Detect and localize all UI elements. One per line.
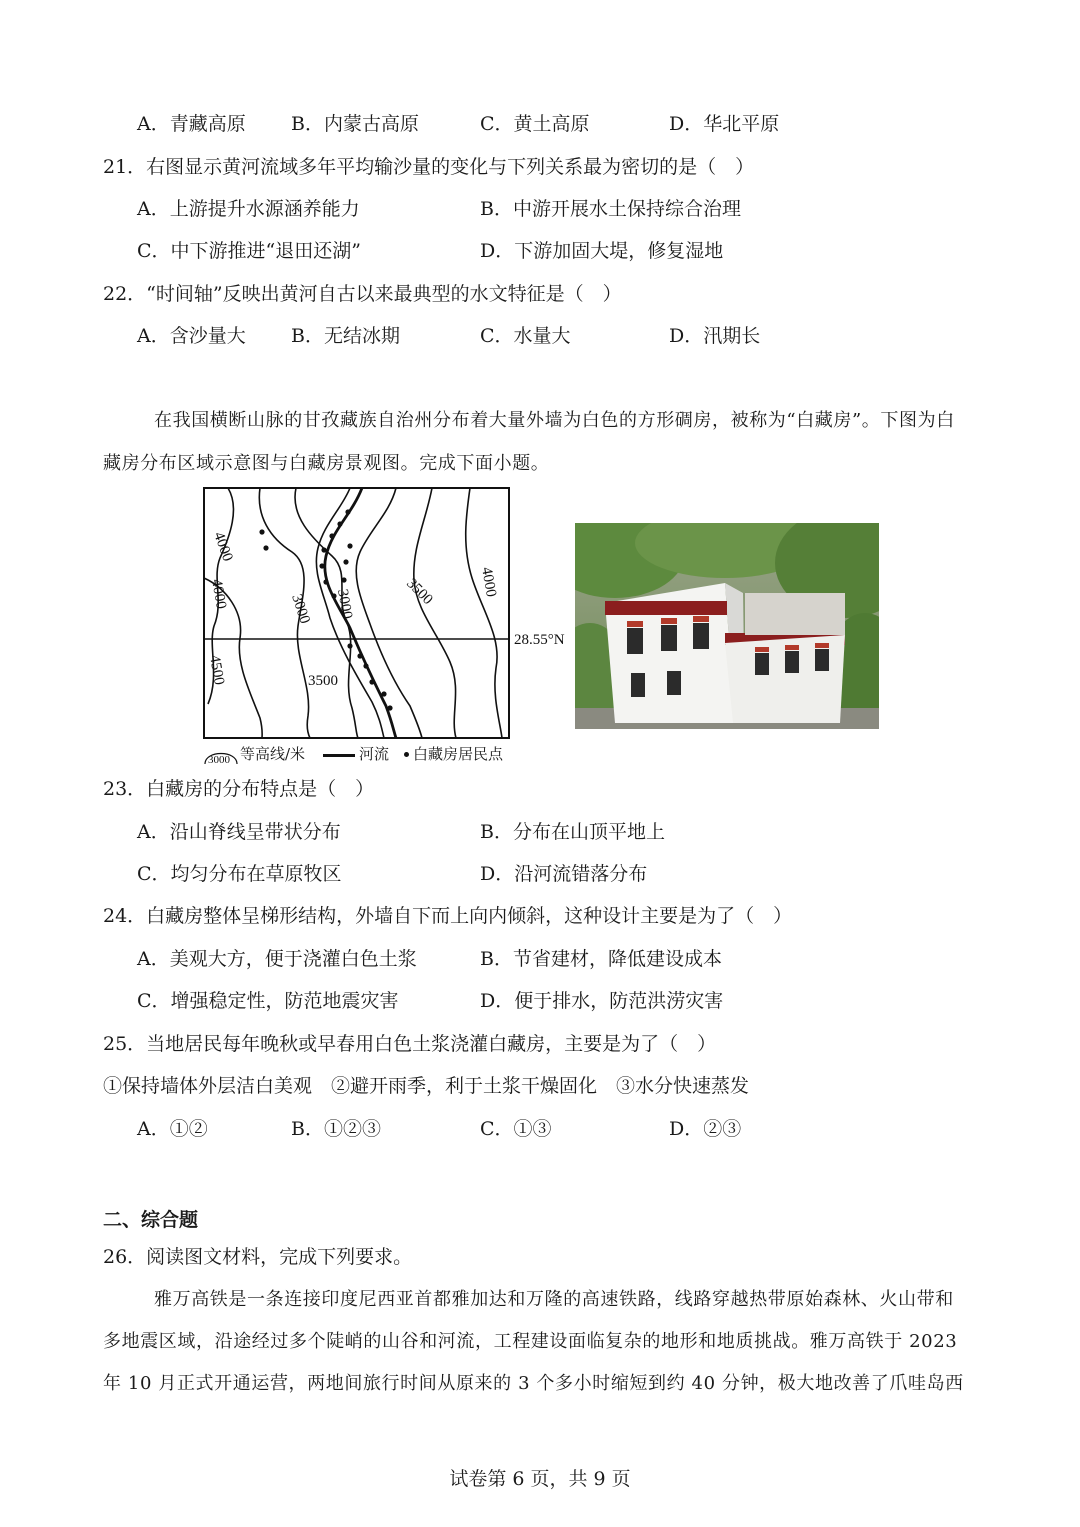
q25-statements: ①保持墙体外层洁白美观 ②避开雨季，利于土浆干燥固化 ③水分快速蒸发 [103,1075,750,1097]
contour-label: 4000 [478,565,500,599]
q21-option-b: B．中游开展水土保持综合治理 [480,198,741,220]
q20-option-b: B．内蒙古高原 [291,113,419,135]
legend-contour-label: 等高线/米 [240,745,306,763]
q25-option-c: C．①③ [480,1118,552,1140]
legend-settlement-dot [404,752,409,757]
q20-option-a: A．青藏高原 [137,113,246,135]
q23-option-a: A．沿山脊线呈带状分布 [137,821,341,843]
latitude-label: 28.55°N [514,632,565,648]
settlement-dot [337,521,342,526]
q20-option-d: D．华北平原 [669,113,780,135]
settlement-dot [363,663,368,668]
q22-option-b: B．无结冰期 [291,325,400,347]
legend-settlement-label: 白藏房居民点 [413,745,504,763]
settlement-dot [321,547,326,552]
contour-map [200,486,575,742]
q22-option-c: C．水量大 [480,325,571,347]
contour-label: 4500 [206,653,228,687]
settlement-dot [387,705,392,710]
q22-stem: 22．“时间轴”反映出黄河自古以来最典型的水文特征是（ ） [103,283,622,305]
settlement-dot [323,579,328,584]
q23-option-d: D．沿河流错落分布 [480,863,648,885]
q25-option-b: B．①②③ [291,1118,381,1140]
settlement-dot [341,577,346,582]
settlement-dot [347,543,352,548]
contour-label: 4000 [208,577,230,611]
q21-option-a: A．上游提升水源涵养能力 [137,198,360,220]
settlement-dot [345,509,350,514]
q22-option-a: A．含沙量大 [137,325,246,347]
intro-line-1: 在我国横断山脉的甘孜藏族自治州分布着大量外墙为白色的方形碉房，被称为“白藏房”。下图为白 [154,410,955,431]
q23-option-c: C．均匀分布在草原牧区 [137,863,342,885]
q25-option-d: D．②③ [669,1118,742,1140]
q25-option-a: A．①② [137,1118,208,1140]
legend-river-symbol [323,754,355,757]
settlement-dot [347,643,352,648]
settlement-dot [381,691,386,696]
contour-legend-symbol [203,744,239,766]
settlement-dot [369,679,374,684]
q24-option-d: D．便于排水，防范洪涝灾害 [480,990,724,1012]
contour-label: 4000 [210,529,236,564]
q23-stem: 23．白藏房的分布特点是（ ） [103,778,375,800]
section-heading: 二、综合题 [103,1209,199,1231]
white-tibetan-house-photo [575,523,879,729]
svg-text:3000: 3000 [208,754,230,766]
q25-stem: 25．当地居民每年晚秋或早春用白色土浆浇灌白藏房，主要是为了（ ） [103,1033,717,1055]
material-line-1: 雅万高铁是一条连接印度尼西亚首都雅加达和万隆的高速铁路，线路穿越热带原始森林、火山带和 [154,1289,954,1310]
q24-option-c: C．增强稳定性，防范地震灾害 [137,990,399,1012]
page-footer: 试卷第 6 页，共 9 页 [449,1468,631,1490]
q21-stem: 21．右图显示黄河流域多年平均输沙量的变化与下列关系最为密切的是（ ） [103,156,755,178]
settlement-dot [319,563,324,568]
map-frame [204,488,509,738]
contour-label: 3000 [334,587,356,621]
q21-option-d: D．下游加固大堤，修复湿地 [480,240,724,262]
settlement-dot [357,653,362,658]
contour-label: 3500 [403,575,436,609]
q21-option-c: C．中下游推进“退田还湖” [137,240,361,262]
intro-line-2: 藏房分布区域示意图与白藏房景观图。完成下面小题。 [103,453,550,474]
q24-stem: 24．白藏房整体呈梯形结构，外墙自下而上向内倾斜，这种设计主要是为了（ ） [103,905,793,927]
settlement-dot [259,529,264,534]
legend-river-label: 河流 [359,745,390,763]
q24-option-b: B．节省建材，降低建设成本 [480,948,722,970]
material-line-2: 多地震区域，沿途经过多个陡峭的山谷和河流，工程建设面临复杂的地形和地质挑战。雅万高铁于 2023 [103,1331,958,1352]
q26-stem: 26．阅读图文材料，完成下列要求。 [103,1246,413,1268]
settlement-dot [263,545,268,550]
q24-option-a: A．美观大方，便于浇灌白色土浆 [137,948,417,970]
settlement-dot [329,533,334,538]
q23-option-b: B．分布在山顶平地上 [480,821,665,843]
q22-option-d: D．汛期长 [669,325,761,347]
q20-option-c: C．黄土高原 [480,113,590,135]
contour-label: 3500 [308,673,338,689]
material-line-3: 年 10 月正式开通运营，两地间旅行时间从原来的 3 个多小时缩短到约 40 分钟，极大地改善了爪哇岛西 [103,1373,964,1394]
contour-label: 3000 [288,592,313,626]
settlement-dot [343,559,348,564]
